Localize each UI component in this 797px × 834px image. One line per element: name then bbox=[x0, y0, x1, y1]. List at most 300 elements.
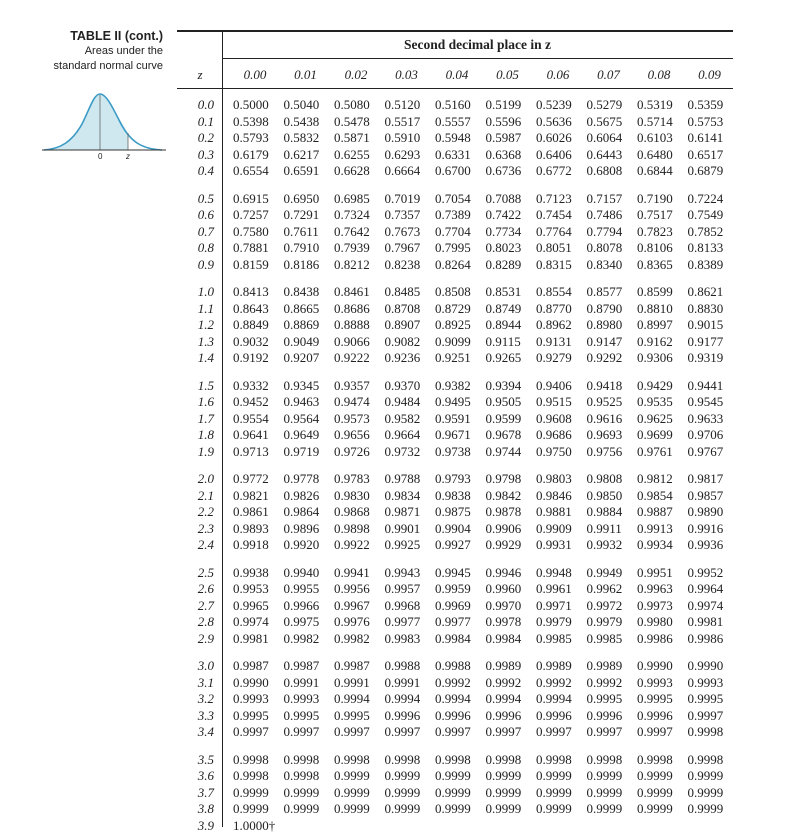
table-cell: 0.9649 bbox=[283, 427, 320, 443]
table-cell: 0.9975 bbox=[283, 614, 320, 630]
table-cell: 0.9962 bbox=[586, 581, 623, 597]
table-cell: 0.9887 bbox=[637, 504, 673, 520]
table-cell: 0.9236 bbox=[384, 350, 421, 366]
table-cell: 0.5557 bbox=[435, 113, 471, 129]
table-cell: 0.9995 bbox=[586, 691, 623, 707]
table-cell: 0.9871 bbox=[384, 504, 421, 520]
table-cell: 0.9995 bbox=[233, 707, 269, 723]
table-cell: 0.5080 bbox=[334, 97, 370, 112]
table-cell: 0.9738 bbox=[435, 443, 471, 459]
table-cell: 0.9989 bbox=[536, 658, 572, 673]
table-cell: 0.6255 bbox=[334, 146, 370, 162]
table-cell: 0.9951 bbox=[637, 564, 673, 580]
table-cell: 0.9998 bbox=[233, 768, 269, 784]
table-cell: 0.9207 bbox=[283, 350, 320, 366]
table-cell: 0.9936 bbox=[687, 537, 724, 553]
table-cell: 0.9834 bbox=[384, 487, 421, 503]
table-cell: 0.9890 bbox=[687, 504, 724, 520]
table-cell: 0.5714 bbox=[637, 113, 673, 129]
table-cell: 0.7823 bbox=[637, 223, 673, 239]
table-cell: 0.9955 bbox=[283, 581, 320, 597]
table-cell: 0.9429 bbox=[637, 377, 673, 393]
table-cell: 0.7486 bbox=[586, 207, 623, 223]
column-header: 0.02 bbox=[344, 67, 368, 82]
table-cell: 0.6591 bbox=[283, 163, 320, 179]
table-cell: 0.9767 bbox=[687, 443, 724, 459]
table-cell: 0.9996 bbox=[435, 707, 471, 723]
table-cell: 0.7454 bbox=[536, 207, 572, 223]
table-cell: 0.9909 bbox=[536, 520, 572, 536]
table-cell: 0.8389 bbox=[687, 256, 724, 272]
table-cell: 0.7123 bbox=[536, 190, 572, 206]
table-cell: 0.9857 bbox=[687, 487, 724, 503]
table-cell: 0.9686 bbox=[536, 427, 572, 443]
table-cell: 0.9997 bbox=[485, 724, 522, 740]
table-cell: 0.6700 bbox=[435, 163, 471, 179]
table-cell: 0.9967 bbox=[334, 597, 370, 613]
table-row bbox=[233, 724, 733, 740]
table-cell: 0.8485 bbox=[384, 284, 421, 299]
table-row bbox=[233, 614, 733, 630]
table-cell: 0.6628 bbox=[334, 163, 370, 179]
axis-zero-label: 0 bbox=[98, 152, 103, 161]
table-cell: 0.9934 bbox=[637, 537, 673, 553]
table-cell: 0.5675 bbox=[586, 113, 623, 129]
table-row bbox=[233, 581, 733, 597]
table-cell: 0.9793 bbox=[435, 471, 471, 486]
table-cell: 0.9996 bbox=[536, 707, 572, 723]
table-cell: 0.9850 bbox=[586, 487, 623, 503]
table-row bbox=[233, 785, 733, 801]
table-cell: 0.9985 bbox=[586, 630, 623, 646]
table-cell: 0.9222 bbox=[334, 350, 370, 366]
table-row bbox=[233, 752, 733, 768]
z-value: 3.3 bbox=[197, 707, 214, 723]
z-value: 3.2 bbox=[197, 691, 214, 707]
table-cell: 0.9265 bbox=[485, 350, 522, 366]
table-cell: 0.9948 bbox=[536, 564, 572, 580]
table-row bbox=[233, 163, 733, 179]
table-cell: 0.9573 bbox=[334, 410, 370, 426]
table-cell: 0.8133 bbox=[687, 240, 724, 256]
table-cell: 0.9066 bbox=[334, 333, 370, 349]
table-cell: 0.9984 bbox=[485, 630, 522, 646]
table-cell: 0.9977 bbox=[435, 614, 471, 630]
table-cell: 0.9995 bbox=[687, 691, 724, 707]
table-cell: 0.9992 bbox=[435, 674, 471, 690]
table-cell: 0.9981 bbox=[687, 614, 724, 630]
table-cell: 0.9292 bbox=[586, 350, 623, 366]
table-cell: 0.9968 bbox=[384, 597, 421, 613]
table-cell: 0.9997 bbox=[536, 724, 572, 740]
table-cell: 0.8461 bbox=[334, 284, 370, 299]
table-cell: 0.5948 bbox=[435, 130, 471, 146]
table-cell: 0.9953 bbox=[233, 581, 269, 597]
table-cell: 0.5517 bbox=[384, 113, 421, 129]
table-cell: 0.5359 bbox=[687, 97, 724, 112]
table-cell: 0.6517 bbox=[687, 146, 724, 162]
table-cell: 0.6064 bbox=[586, 130, 623, 146]
table-row bbox=[233, 488, 733, 504]
table-cell: 0.7157 bbox=[586, 190, 623, 206]
table-cell: 0.6808 bbox=[586, 163, 623, 179]
table-cell: 0.9997 bbox=[687, 707, 724, 723]
table-cell: 0.9996 bbox=[485, 707, 522, 723]
table-cell: 0.9945 bbox=[435, 564, 471, 580]
table-cell: 0.8577 bbox=[586, 284, 623, 299]
z-value: 0.5 bbox=[197, 190, 214, 206]
table-cell: 0.9896 bbox=[283, 520, 320, 536]
table-cell: 0.9998 bbox=[687, 751, 724, 767]
table-cell: 0.5199 bbox=[485, 97, 522, 112]
table-cell: 0.9854 bbox=[637, 487, 673, 503]
table-cell: 0.9998 bbox=[283, 768, 320, 784]
table-cell: 0.8078 bbox=[586, 240, 623, 256]
table-cell: 0.7881 bbox=[233, 240, 269, 256]
table-cell: 0.9998 bbox=[637, 751, 673, 767]
table-cell: 0.5636 bbox=[536, 113, 572, 129]
table-cell: 0.9994 bbox=[384, 691, 421, 707]
table-cell: 0.5793 bbox=[233, 130, 269, 146]
table-cell: 0.9960 bbox=[485, 581, 522, 597]
table-cell: 0.6026 bbox=[536, 130, 572, 146]
table-cell: 0.9999 bbox=[384, 784, 421, 800]
table-cell: 0.9015 bbox=[687, 317, 724, 333]
table-cell: 0.9998 bbox=[233, 751, 269, 767]
table-cell: 0.5478 bbox=[334, 113, 370, 129]
table-cell: 0.8531 bbox=[485, 284, 522, 299]
table-cell: 0.9964 bbox=[687, 581, 724, 597]
z-value: 2.6 bbox=[197, 581, 214, 597]
table-cell: 0.7224 bbox=[687, 190, 724, 206]
table-cell: 0.9901 bbox=[384, 520, 421, 536]
table-cell: 0.8665 bbox=[283, 300, 320, 316]
table-cell: 0.9999 bbox=[435, 784, 471, 800]
z-value: 1.2 bbox=[197, 317, 214, 333]
table-cell: 0.8106 bbox=[637, 240, 673, 256]
table-cell: 0.9986 bbox=[637, 630, 673, 646]
table-row bbox=[233, 378, 733, 394]
table-cell: 0.9370 bbox=[384, 377, 421, 393]
table-cell: 0.9861 bbox=[233, 504, 269, 520]
table-cell: 0.9981 bbox=[233, 630, 269, 646]
table-row bbox=[233, 257, 733, 273]
table-cell: 0.8238 bbox=[384, 256, 421, 272]
table-cell: 0.9633 bbox=[687, 410, 724, 426]
table-title: TABLE II (cont.) bbox=[70, 29, 163, 43]
z-value: 0.7 bbox=[197, 223, 214, 239]
table-cell: 0.7673 bbox=[384, 223, 421, 239]
table-cell: 0.9319 bbox=[687, 350, 724, 366]
table-cell: 0.9878 bbox=[485, 504, 522, 520]
table-row bbox=[233, 191, 733, 207]
table-cell: 0.8315 bbox=[536, 256, 572, 272]
table-cell: 0.7257 bbox=[233, 207, 269, 223]
table-cell: 0.8907 bbox=[384, 317, 421, 333]
table-cell: 0.8212 bbox=[334, 256, 370, 272]
table-cell: 0.9998 bbox=[384, 751, 421, 767]
column-header: 0.08 bbox=[647, 67, 671, 82]
table-cell: 0.9922 bbox=[334, 537, 370, 553]
table-cell: 0.9987 bbox=[283, 658, 320, 673]
table-cell: 0.9394 bbox=[485, 377, 522, 393]
table-cell: 0.9993 bbox=[283, 691, 320, 707]
z-value: 2.1 bbox=[197, 487, 214, 503]
table-cell: 0.9952 bbox=[687, 564, 724, 580]
table-cell: 0.9115 bbox=[485, 333, 521, 349]
table-cell: 0.9418 bbox=[586, 377, 623, 393]
column-header: 0.03 bbox=[395, 67, 418, 82]
table-cell: 0.9997 bbox=[637, 724, 673, 740]
table-cell: 0.5910 bbox=[384, 130, 421, 146]
table-cell: 0.9999 bbox=[637, 768, 673, 784]
table-cell: 0.6844 bbox=[637, 163, 673, 179]
table-cell: 0.9893 bbox=[233, 520, 269, 536]
table-cell: 0.9788 bbox=[384, 471, 421, 486]
table-row bbox=[233, 537, 733, 553]
table-cell: 0.9999 bbox=[384, 768, 421, 784]
z-value: 2.4 bbox=[197, 537, 214, 553]
table-cell: 0.7910 bbox=[283, 240, 320, 256]
shaded-area bbox=[44, 94, 128, 150]
table-cell: 0.9826 bbox=[283, 487, 320, 503]
table-cell: 0.9991 bbox=[334, 674, 370, 690]
table-cell: 0.5596 bbox=[485, 113, 522, 129]
table-cell: 0.9732 bbox=[384, 443, 421, 459]
table-cell: 0.7054 bbox=[435, 190, 471, 206]
table-cell: 0.8869 bbox=[283, 317, 320, 333]
table-cell: 0.9998 bbox=[283, 751, 320, 767]
table-cell: 0.9979 bbox=[586, 614, 623, 630]
table-cell: 0.8508 bbox=[435, 284, 471, 299]
table-cell: 0.9082 bbox=[384, 333, 421, 349]
table-cell: 0.9994 bbox=[435, 691, 471, 707]
table-cell: 0.9929 bbox=[485, 537, 522, 553]
table-cell: 0.9817 bbox=[687, 471, 724, 486]
table-cell: 0.8186 bbox=[283, 256, 320, 272]
table-cell: 0.9965 bbox=[233, 597, 269, 613]
z-value: 1.0 bbox=[197, 284, 214, 299]
table-cell: 0.9994 bbox=[536, 691, 572, 707]
table-cell: 0.9803 bbox=[536, 471, 572, 486]
table-cell: 0.9920 bbox=[283, 537, 320, 553]
z-value: 0.0 bbox=[197, 97, 214, 112]
table-cell: 0.9699 bbox=[637, 427, 673, 443]
table-cell: 0.5160 bbox=[435, 97, 471, 112]
table-cell: 0.9999 bbox=[586, 801, 623, 817]
table-row bbox=[233, 114, 733, 130]
column-header: 0.00 bbox=[243, 67, 267, 82]
table-cell: 0.9992 bbox=[536, 674, 572, 690]
z-value: 3.1 bbox=[197, 674, 214, 690]
table-cell: 0.9970 bbox=[485, 597, 522, 613]
table-cell: 0.9608 bbox=[536, 410, 572, 426]
table-cell: 0.9980 bbox=[637, 614, 673, 630]
table-cell: 0.9999 bbox=[334, 768, 370, 784]
table-cell: 0.9719 bbox=[283, 443, 320, 459]
table-cell: 0.8438 bbox=[283, 284, 320, 299]
table-cell: 0.5000 bbox=[233, 97, 269, 112]
table-cell: 0.8888 bbox=[334, 317, 370, 333]
table-cell: 0.9999 bbox=[485, 784, 522, 800]
table-cell: 0.8830 bbox=[687, 300, 724, 316]
table-cell: 0.6915 bbox=[233, 190, 269, 206]
table-cell: 0.9750 bbox=[536, 443, 572, 459]
table-cell: 0.5279 bbox=[586, 97, 623, 112]
table-cell: 0.9966 bbox=[283, 597, 320, 613]
table-cell: 0.9971 bbox=[536, 597, 572, 613]
table-cell: 0.5239 bbox=[536, 97, 572, 112]
column-header: 0.09 bbox=[698, 67, 721, 82]
table-cell: 0.9979 bbox=[536, 614, 572, 630]
table-cell: 0.9994 bbox=[334, 691, 370, 707]
table-cell: 0.9999 bbox=[435, 768, 471, 784]
z-value: 1.9 bbox=[197, 443, 214, 459]
table-cell: 0.9927 bbox=[435, 537, 471, 553]
table-cell: 0.9989 bbox=[485, 658, 522, 673]
table-row bbox=[233, 818, 733, 834]
table-cell: 0.9756 bbox=[586, 443, 623, 459]
table-cell: 0.9131 bbox=[536, 333, 572, 349]
table-cell: 0.9996 bbox=[384, 707, 421, 723]
table-cell: 0.9671 bbox=[435, 427, 471, 443]
table-cell: 0.6103 bbox=[637, 130, 673, 146]
table-cell: 0.9995 bbox=[637, 691, 673, 707]
table-cell: 0.9925 bbox=[384, 537, 421, 553]
table-cell: 0.6217 bbox=[283, 146, 320, 162]
table-row bbox=[233, 444, 733, 460]
table-cell: 0.9949 bbox=[586, 564, 623, 580]
table-cell: 0.7995 bbox=[435, 240, 471, 256]
z-value: 3.0 bbox=[197, 658, 214, 673]
table-cell: 0.7642 bbox=[334, 223, 370, 239]
table-cell: 0.9983 bbox=[384, 630, 421, 646]
table-cell: 0.9974 bbox=[233, 614, 269, 630]
table-cell: 0.9525 bbox=[586, 394, 623, 410]
table-cell: 0.9564 bbox=[283, 410, 320, 426]
table-cell: 0.6406 bbox=[536, 146, 572, 162]
table-cell: 0.9911 bbox=[586, 520, 622, 536]
table-cell: 0.9987 bbox=[233, 658, 269, 673]
table-cell: 0.9963 bbox=[637, 581, 673, 597]
table-cell: 0.9678 bbox=[485, 427, 522, 443]
table-row bbox=[233, 427, 733, 443]
table-cell: 0.9941 bbox=[334, 564, 370, 580]
table-row bbox=[233, 691, 733, 707]
table-cell: 0.9846 bbox=[536, 487, 572, 503]
table-cell: 0.6141 bbox=[687, 130, 724, 146]
table-cell: 0.8997 bbox=[637, 317, 673, 333]
caption-line-2: standard normal curve bbox=[53, 60, 163, 72]
z-value: 0.8 bbox=[197, 240, 214, 256]
table-cell: 0.9898 bbox=[334, 520, 370, 536]
table-cell: 0.8708 bbox=[384, 300, 421, 316]
table-cell: 0.8023 bbox=[485, 240, 522, 256]
column-header: 0.07 bbox=[597, 67, 620, 82]
table-cell: 0.8810 bbox=[637, 300, 673, 316]
table-cell: 0.9987 bbox=[334, 658, 370, 673]
second-decimal-header: Second decimal place in z bbox=[404, 37, 551, 52]
table-cell: 0.6554 bbox=[233, 163, 269, 179]
table-cell: 0.9345 bbox=[283, 377, 320, 393]
table-cell: 0.9798 bbox=[485, 471, 522, 486]
z-value: 0.4 bbox=[197, 163, 214, 179]
z-value: 3.4 bbox=[197, 724, 214, 740]
z-value: 1.7 bbox=[197, 410, 214, 426]
z-value: 2.9 bbox=[197, 630, 214, 646]
table-cell: 0.8770 bbox=[536, 300, 572, 316]
column-header: 0.04 bbox=[445, 67, 469, 82]
table-cell: 0.9664 bbox=[384, 427, 421, 443]
z-value: 0.2 bbox=[197, 130, 214, 146]
table-cell: 0.9992 bbox=[485, 674, 522, 690]
table-cell: 0.8340 bbox=[586, 256, 623, 272]
table-cell: 0.9783 bbox=[334, 471, 370, 486]
table-row bbox=[233, 411, 733, 427]
table-cell: 0.9990 bbox=[637, 658, 673, 673]
z-value: 2.7 bbox=[197, 597, 214, 613]
header-mid-rule bbox=[222, 58, 733, 59]
column-header: 0.05 bbox=[496, 67, 519, 82]
table-cell: 0.9989 bbox=[586, 658, 623, 673]
z-value: 1.3 bbox=[197, 333, 214, 349]
table-cell: 0.8729 bbox=[435, 300, 471, 316]
table-cell: 0.9999 bbox=[637, 784, 673, 800]
table-cell: 0.9969 bbox=[435, 597, 471, 613]
table-cell: 0.9505 bbox=[485, 394, 522, 410]
table-cell: 0.9772 bbox=[233, 471, 269, 486]
z-value: 1.5 bbox=[197, 377, 214, 393]
table-cell: 0.9974 bbox=[687, 597, 724, 613]
table-cell: 0.7291 bbox=[283, 207, 320, 223]
table-cell: 0.9147 bbox=[586, 333, 623, 349]
table-cell: 0.9099 bbox=[435, 333, 471, 349]
table-cell: 0.9864 bbox=[283, 504, 320, 520]
z-value: 1.1 bbox=[197, 300, 214, 316]
z-value: 2.2 bbox=[197, 504, 214, 520]
table-cell: 0.5987 bbox=[485, 130, 522, 146]
table-cell: 0.8599 bbox=[637, 284, 673, 299]
table-cell: 0.9192 bbox=[233, 350, 269, 366]
table-cell: 0.7580 bbox=[233, 223, 269, 239]
table-row bbox=[233, 394, 733, 410]
table-cell: 0.8159 bbox=[233, 256, 269, 272]
z-value: 3.5 bbox=[197, 751, 214, 767]
table-cell: 0.9251 bbox=[435, 350, 471, 366]
z-value: 2.3 bbox=[197, 520, 214, 536]
table-cell: 0.9778 bbox=[283, 471, 320, 486]
table-cell: 0.9943 bbox=[384, 564, 421, 580]
table-cell: 0.7422 bbox=[485, 207, 522, 223]
table-cell: 0.9812 bbox=[637, 471, 673, 486]
table-row bbox=[233, 317, 733, 333]
table-cell: 0.6293 bbox=[384, 146, 421, 162]
table-cell: 0.9916 bbox=[687, 520, 724, 536]
table-row bbox=[233, 147, 733, 163]
table-cell: 0.9931 bbox=[536, 537, 572, 553]
z-column-divider bbox=[222, 31, 223, 827]
table-cell: 0.9406 bbox=[536, 377, 572, 393]
table-row bbox=[233, 504, 733, 520]
table-cell: 0.9998 bbox=[435, 751, 471, 767]
table-cell: 0.6480 bbox=[637, 146, 673, 162]
caption-line-1: Areas under the bbox=[84, 45, 163, 57]
table-cell: 0.9382 bbox=[435, 377, 471, 393]
table-cell: 0.9982 bbox=[283, 630, 320, 646]
table-cell: 0.9535 bbox=[637, 394, 673, 410]
table-cell: 0.7190 bbox=[637, 190, 673, 206]
table-cell: 0.9995 bbox=[334, 707, 370, 723]
